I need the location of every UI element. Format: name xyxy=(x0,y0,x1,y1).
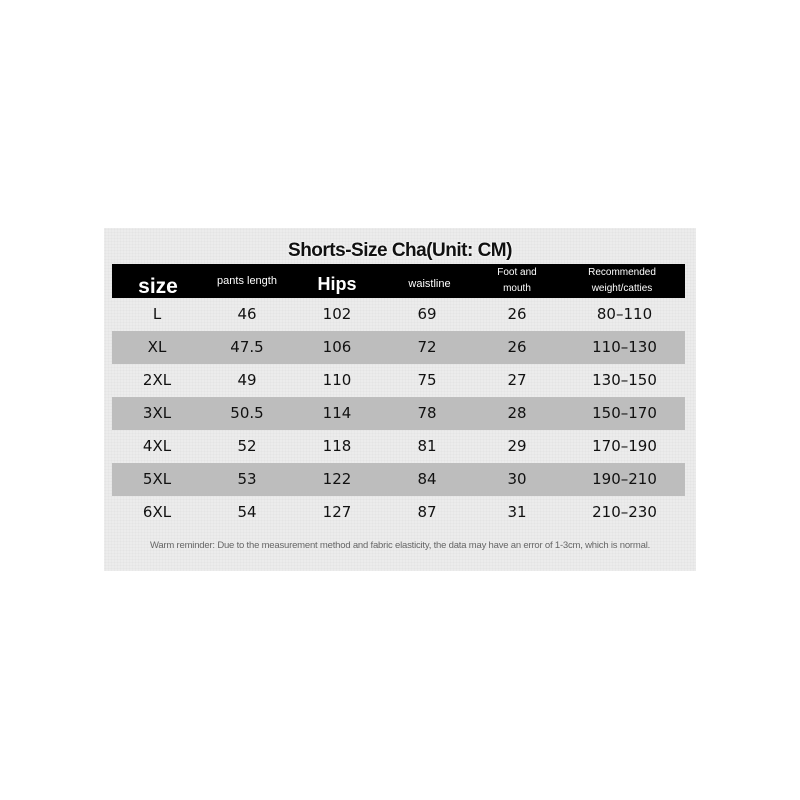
header-foot-mouth-line2: mouth xyxy=(503,283,531,294)
table-row xyxy=(112,430,685,463)
cell-waistline: 78 xyxy=(417,404,437,422)
cell-hips: 106 xyxy=(322,338,352,356)
cell-pants-length: 50.5 xyxy=(230,404,264,422)
cell-size: XL xyxy=(147,338,167,356)
cell-recommended-weight: 150–170 xyxy=(592,404,657,422)
cell-foot-mouth: 27 xyxy=(507,371,527,389)
header-foot-mouth-line1: Foot and xyxy=(497,267,537,278)
table-row xyxy=(112,397,685,430)
cell-pants-length: 52 xyxy=(237,437,257,455)
header-waistline: waistline xyxy=(408,278,451,290)
cell-size: 4XL xyxy=(142,437,172,455)
cell-pants-length: 46 xyxy=(237,305,257,323)
cell-foot-mouth: 26 xyxy=(507,338,527,356)
header-recommended-weight xyxy=(572,264,672,298)
cell-pants-length: 53 xyxy=(237,470,257,488)
cell-foot-mouth: 31 xyxy=(507,503,527,521)
table-header xyxy=(112,264,685,298)
cell-foot-mouth: 26 xyxy=(507,305,527,323)
cell-pants-length: 49 xyxy=(237,371,257,389)
cell-size: 3XL xyxy=(142,404,172,422)
header-hips: Hips xyxy=(317,274,357,294)
cell-hips: 118 xyxy=(322,437,352,455)
cell-hips: 114 xyxy=(322,404,352,422)
warm-reminder-note: Warm reminder: Due to the measurement method and fabric elasticity, the data may have an error of 1-3cm, which is normal. xyxy=(149,540,651,551)
cell-waistline: 72 xyxy=(417,338,437,356)
cell-foot-mouth: 30 xyxy=(507,470,527,488)
cell-foot-mouth: 28 xyxy=(507,404,527,422)
cell-waistline: 87 xyxy=(417,503,437,521)
cell-recommended-weight: 170–190 xyxy=(592,437,657,455)
cell-waistline: 75 xyxy=(417,371,437,389)
header-size: size xyxy=(138,275,178,298)
cell-hips: 127 xyxy=(322,503,352,521)
cell-size: 5XL xyxy=(142,470,172,488)
cell-recommended-weight: 190–210 xyxy=(592,470,657,488)
header-foot-mouth xyxy=(487,264,547,298)
cell-hips: 110 xyxy=(322,371,352,389)
cell-foot-mouth: 29 xyxy=(507,437,527,455)
cell-pants-length: 47.5 xyxy=(230,338,264,356)
cell-waistline: 84 xyxy=(417,470,437,488)
cell-hips: 102 xyxy=(322,305,352,323)
header-recommended-line2: weight/catties xyxy=(591,283,653,294)
table-row xyxy=(112,298,685,331)
cell-size: L xyxy=(152,305,162,323)
cell-size: 2XL xyxy=(142,371,172,389)
cell-recommended-weight: 110–130 xyxy=(592,338,657,356)
cell-waistline: 69 xyxy=(417,305,437,323)
cell-recommended-weight: 130–150 xyxy=(592,371,657,389)
table-row xyxy=(112,463,685,496)
cell-recommended-weight: 210–230 xyxy=(592,503,657,521)
table-row xyxy=(112,331,685,364)
table-row xyxy=(112,496,685,529)
cell-recommended-weight: 80–110 xyxy=(596,305,653,323)
cell-pants-length: 54 xyxy=(237,503,257,521)
header-recommended-line1: Recommended xyxy=(588,267,656,278)
cell-waistline: 81 xyxy=(417,437,437,455)
header-pants-length: pants length xyxy=(217,275,277,287)
chart-title: Shorts-Size Cha(Unit: CM) xyxy=(288,240,512,261)
cell-hips: 122 xyxy=(322,470,352,488)
cell-size: 6XL xyxy=(142,503,172,521)
table-row xyxy=(112,364,685,397)
